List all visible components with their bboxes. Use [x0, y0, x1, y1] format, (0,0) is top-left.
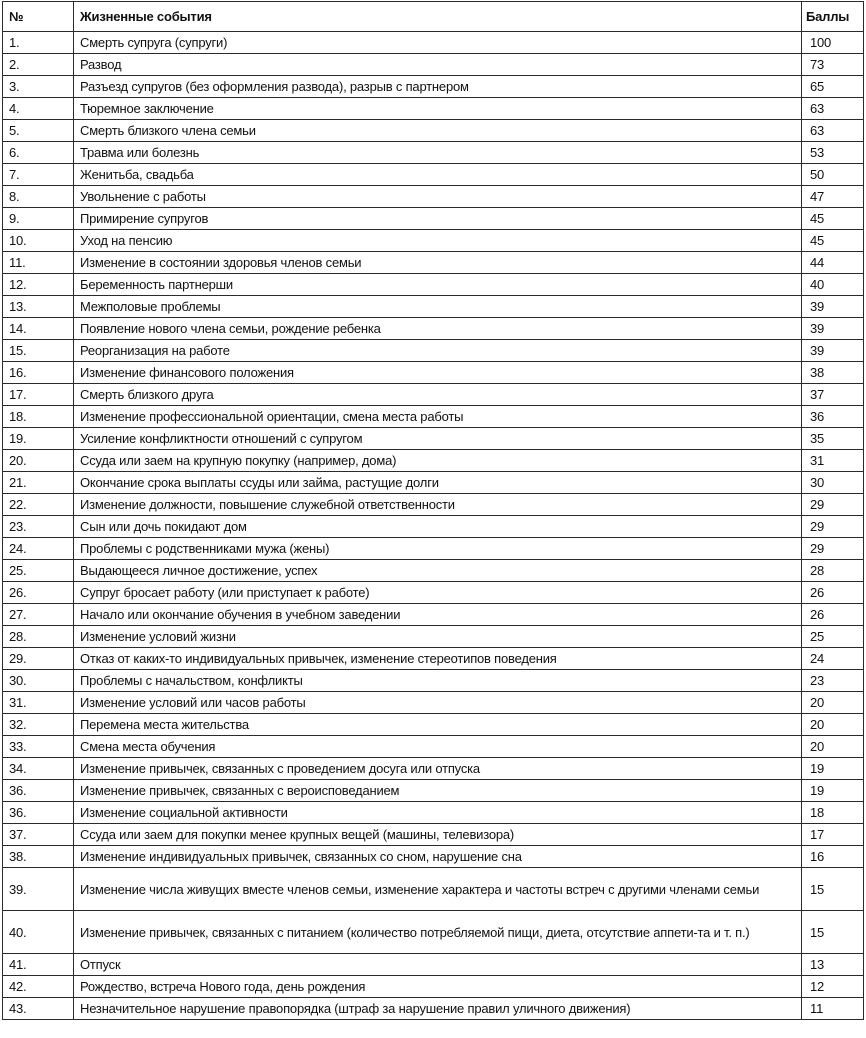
life-event: Окончание срока выплаты ссуды или займа, растущие долги: [74, 472, 802, 494]
row-number: 8.: [3, 186, 74, 208]
table-row: [3, 340, 864, 362]
event-points: 38: [802, 362, 864, 384]
life-event: Изменение условий жизни: [74, 626, 802, 648]
life-event: Изменение социальной активности: [74, 802, 802, 824]
row-number: 43.: [3, 998, 74, 1020]
table-row: [3, 494, 864, 516]
life-event: Изменение условий или часов работы: [74, 692, 802, 714]
life-event: Супруг бросает работу (или приступает к работе): [74, 582, 802, 604]
event-points: 31: [802, 450, 864, 472]
table-row: [3, 384, 864, 406]
table-row: [3, 911, 864, 954]
table-row: [3, 802, 864, 824]
event-points: 40: [802, 274, 864, 296]
life-event: Отказ от каких-то индивидуальных привычек, изменение стереотипов поведения: [74, 648, 802, 670]
table-row: [3, 626, 864, 648]
table-row: [3, 560, 864, 582]
row-number: 17.: [3, 384, 74, 406]
table-row: [3, 736, 864, 758]
life-event: Тюремное заключение: [74, 98, 802, 120]
header-number: №: [3, 2, 74, 32]
row-number: 39.: [3, 868, 74, 911]
table-row: [3, 318, 864, 340]
life-event: Развод: [74, 54, 802, 76]
table-row: [3, 164, 864, 186]
row-number: 31.: [3, 692, 74, 714]
row-number: 7.: [3, 164, 74, 186]
row-number: 16.: [3, 362, 74, 384]
row-number: 15.: [3, 340, 74, 362]
table-row: [3, 230, 864, 252]
table-row: [3, 362, 864, 384]
life-event: Перемена места жительства: [74, 714, 802, 736]
life-event: Реорганизация на работе: [74, 340, 802, 362]
life-event: Изменение числа живущих вместе членов семьи, изменение характера и частоты встреч с другими членами семьи: [74, 868, 802, 911]
header-points: Баллы: [802, 2, 864, 32]
row-number: 23.: [3, 516, 74, 538]
table-row: [3, 846, 864, 868]
row-number: 4.: [3, 98, 74, 120]
row-number: 29.: [3, 648, 74, 670]
table-row: [3, 692, 864, 714]
event-points: 24: [802, 648, 864, 670]
life-event: Беременность партнерши: [74, 274, 802, 296]
table-row: [3, 274, 864, 296]
row-number: 32.: [3, 714, 74, 736]
row-number: 40.: [3, 911, 74, 954]
event-points: 44: [802, 252, 864, 274]
life-event: Проблемы с родственниками мужа (жены): [74, 538, 802, 560]
table-row: [3, 142, 864, 164]
table-row: [3, 186, 864, 208]
life-event: Смерть близкого члена семьи: [74, 120, 802, 142]
life-event: Межполовые проблемы: [74, 296, 802, 318]
life-event: Изменение профессиональной ориентации, смена места работы: [74, 406, 802, 428]
event-points: 47: [802, 186, 864, 208]
table-row: [3, 98, 864, 120]
table-row: [3, 252, 864, 274]
event-points: 65: [802, 76, 864, 98]
life-event: Травма или болезнь: [74, 142, 802, 164]
life-event: Ссуда или заем для покупки менее крупных вещей (машины, телевизора): [74, 824, 802, 846]
life-event: Сын или дочь покидают дом: [74, 516, 802, 538]
header-life-events: Жизненные события: [74, 2, 802, 32]
event-points: 29: [802, 516, 864, 538]
event-points: 30: [802, 472, 864, 494]
row-number: 33.: [3, 736, 74, 758]
row-number: 34.: [3, 758, 74, 780]
row-number: 13.: [3, 296, 74, 318]
event-points: 12: [802, 976, 864, 998]
event-points: 39: [802, 340, 864, 362]
row-number: 25.: [3, 560, 74, 582]
row-number: 24.: [3, 538, 74, 560]
row-number: 20.: [3, 450, 74, 472]
event-points: 20: [802, 736, 864, 758]
row-number: 41.: [3, 954, 74, 976]
event-points: 39: [802, 296, 864, 318]
row-number: 38.: [3, 846, 74, 868]
life-event: Увольнение с работы: [74, 186, 802, 208]
table-row: [3, 406, 864, 428]
row-number: 12.: [3, 274, 74, 296]
event-points: 100: [802, 32, 864, 54]
life-event: Усиление конфликтности отношений с супругом: [74, 428, 802, 450]
life-event: Женитьба, свадьба: [74, 164, 802, 186]
row-number: 9.: [3, 208, 74, 230]
table-row: [3, 516, 864, 538]
table-row: [3, 758, 864, 780]
event-points: 45: [802, 208, 864, 230]
life-event: Изменение в состоянии здоровья членов семьи: [74, 252, 802, 274]
table-row: [3, 120, 864, 142]
life-event: Выдающееся личное достижение, успех: [74, 560, 802, 582]
row-number: 18.: [3, 406, 74, 428]
table-row: [3, 998, 864, 1020]
table-body: [3, 32, 864, 1020]
life-event: Начало или окончание обучения в учебном заведении: [74, 604, 802, 626]
row-number: 42.: [3, 976, 74, 998]
life-events-table: [2, 1, 864, 1020]
table-row: [3, 428, 864, 450]
event-points: 15: [802, 868, 864, 911]
event-points: 29: [802, 538, 864, 560]
table-row: [3, 472, 864, 494]
table-row: [3, 54, 864, 76]
row-number: 3.: [3, 76, 74, 98]
table-row: [3, 714, 864, 736]
table-row: [3, 32, 864, 54]
row-number: 28.: [3, 626, 74, 648]
life-event: Отпуск: [74, 954, 802, 976]
life-event: Ссуда или заем на крупную покупку (например, дома): [74, 450, 802, 472]
table-row: [3, 208, 864, 230]
event-points: 63: [802, 120, 864, 142]
event-points: 35: [802, 428, 864, 450]
event-points: 25: [802, 626, 864, 648]
row-number: 36.: [3, 780, 74, 802]
table-row: [3, 296, 864, 318]
life-event: Изменение должности, повышение служебной ответственности: [74, 494, 802, 516]
table-row: [3, 450, 864, 472]
row-number: 37.: [3, 824, 74, 846]
life-event: Разъезд супругов (без оформления развода), разрыв с партнером: [74, 76, 802, 98]
row-number: 10.: [3, 230, 74, 252]
table-row: [3, 582, 864, 604]
event-points: 13: [802, 954, 864, 976]
life-event: Смена места обучения: [74, 736, 802, 758]
life-event: Изменение привычек, связанных с питанием (количество потребляемой пищи, диета, отсутствие аппети-та и т. п.): [74, 911, 802, 954]
life-event: Появление нового члена семьи, рождение ребенка: [74, 318, 802, 340]
row-number: 27.: [3, 604, 74, 626]
row-number: 26.: [3, 582, 74, 604]
event-points: 73: [802, 54, 864, 76]
event-points: 39: [802, 318, 864, 340]
event-points: 15: [802, 911, 864, 954]
row-number: 19.: [3, 428, 74, 450]
row-number: 22.: [3, 494, 74, 516]
table-row: [3, 868, 864, 911]
event-points: 20: [802, 714, 864, 736]
event-points: 28: [802, 560, 864, 582]
life-event: Смерть близкого друга: [74, 384, 802, 406]
table-row: [3, 604, 864, 626]
event-points: 17: [802, 824, 864, 846]
row-number: 1.: [3, 32, 74, 54]
event-points: 20: [802, 692, 864, 714]
event-points: 45: [802, 230, 864, 252]
life-event: Проблемы с начальством, конфликты: [74, 670, 802, 692]
event-points: 19: [802, 758, 864, 780]
life-event: Изменение финансового положения: [74, 362, 802, 384]
row-number: 2.: [3, 54, 74, 76]
table-row: [3, 824, 864, 846]
event-points: 37: [802, 384, 864, 406]
event-points: 23: [802, 670, 864, 692]
life-event: Незначительное нарушение правопорядка (штраф за нарушение правил уличного движения): [74, 998, 802, 1020]
row-number: 6.: [3, 142, 74, 164]
table-row: [3, 76, 864, 98]
table-row: [3, 670, 864, 692]
row-number: 11.: [3, 252, 74, 274]
event-points: 26: [802, 582, 864, 604]
row-number: 14.: [3, 318, 74, 340]
event-points: 29: [802, 494, 864, 516]
event-points: 18: [802, 802, 864, 824]
life-event: Рождество, встреча Нового года, день рождения: [74, 976, 802, 998]
life-event: Изменение индивидуальных привычек, связанных со сном, нарушение сна: [74, 846, 802, 868]
row-number: 30.: [3, 670, 74, 692]
event-points: 53: [802, 142, 864, 164]
life-event: Изменение привычек, связанных с проведением досуга или отпуска: [74, 758, 802, 780]
life-event: Примирение супругов: [74, 208, 802, 230]
row-number: 21.: [3, 472, 74, 494]
event-points: 16: [802, 846, 864, 868]
table-row: [3, 538, 864, 560]
row-number: 5.: [3, 120, 74, 142]
life-event: Изменение привычек, связанных с вероисповеданием: [74, 780, 802, 802]
table-row: [3, 954, 864, 976]
event-points: 63: [802, 98, 864, 120]
event-points: 36: [802, 406, 864, 428]
event-points: 26: [802, 604, 864, 626]
event-points: 11: [802, 998, 864, 1020]
table-header-row: [3, 2, 864, 32]
event-points: 19: [802, 780, 864, 802]
row-number: 36.: [3, 802, 74, 824]
event-points: 50: [802, 164, 864, 186]
table-row: [3, 648, 864, 670]
table-row: [3, 976, 864, 998]
life-event: Смерть супруга (супруги): [74, 32, 802, 54]
life-event: Уход на пенсию: [74, 230, 802, 252]
table-row: [3, 780, 864, 802]
